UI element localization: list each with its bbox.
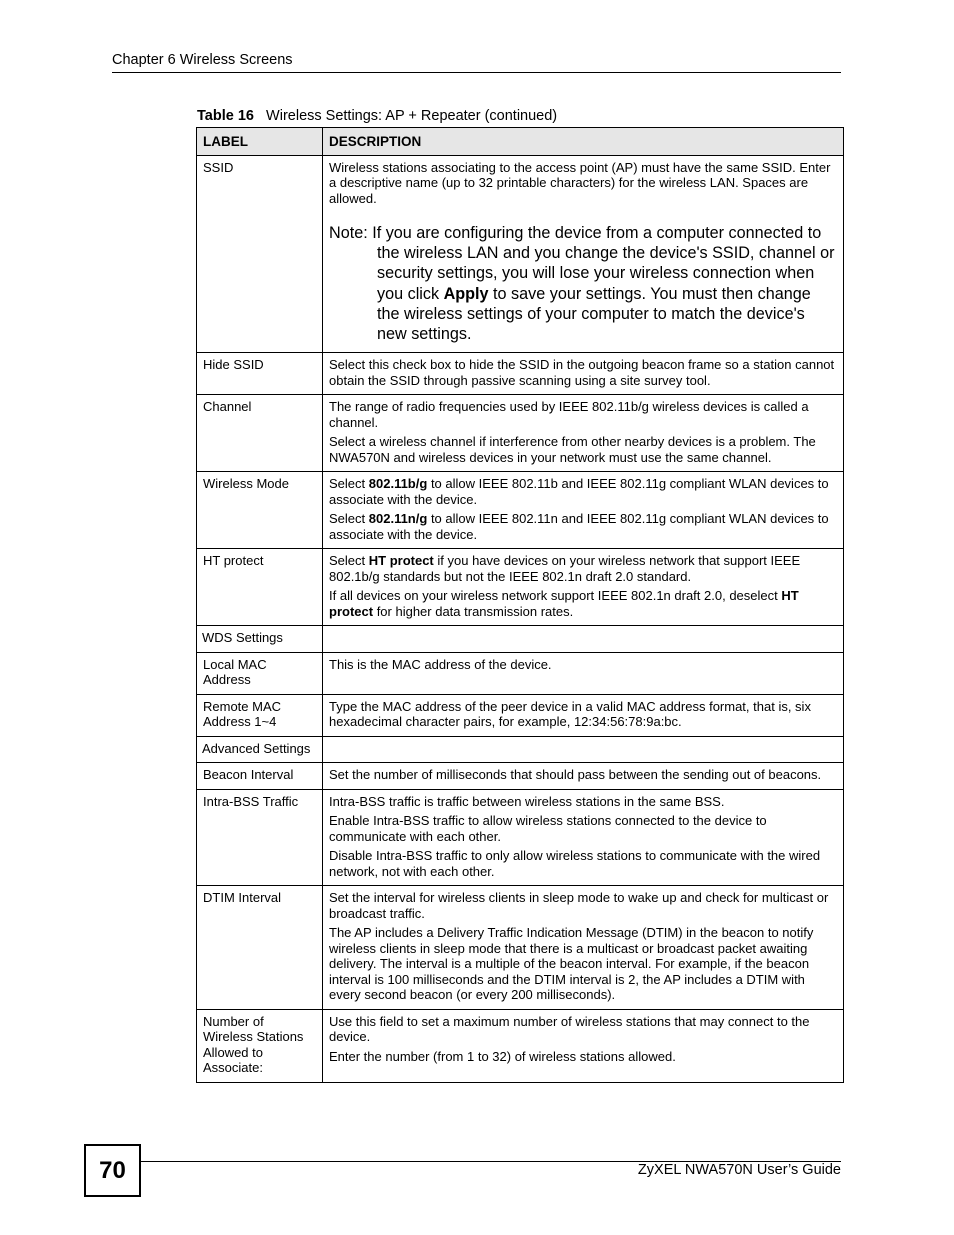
description-paragraph: Disable Intra-BSS traffic to only allow wireless stations to communicate with the wired network, not with each other. [329, 848, 821, 879]
row-description: Select this check box to hide the SSID in the outgoing beacon frame so a station cannot obtain the SSID through passive scanning using a site survey tool. [323, 353, 844, 395]
row-description-empty [323, 736, 844, 763]
table-caption-text: Wireless Settings: AP + Repeater (continued) [266, 108, 558, 124]
table-row-local-mac [197, 652, 844, 694]
row-label: HT protect [197, 549, 323, 626]
table-row-max-stations [197, 1009, 844, 1082]
description-paragraph: Use this field to set a maximum number of wireless stations that may connect to the device. [329, 1013, 810, 1045]
bold-term: 802.11b/g [368, 476, 428, 492]
table-row-wds-settings [197, 626, 844, 653]
table-row-dtim-interval [197, 886, 844, 1010]
row-label: Remote MAC Address 1~4 [197, 694, 323, 736]
note-prefix: Note: [329, 224, 368, 242]
row-label: Local MAC Address [197, 652, 323, 694]
description-paragraph: Select a wireless channel if interference from other nearby devices is a problem. The NWA570N and wireless devices in your network must use the same channel. [329, 434, 816, 465]
table-header-row [197, 128, 844, 156]
row-label: SSID [197, 155, 323, 353]
table-row-beacon-interval [197, 763, 844, 790]
table-row-ht-protect [197, 549, 844, 626]
row-label: Number of Wireless Stations Allowed to Associate: [197, 1009, 323, 1082]
table-row-ssid [197, 155, 844, 353]
row-description [323, 886, 844, 1010]
description-paragraph [329, 553, 837, 584]
row-description: This is the MAC address of the device. [323, 652, 844, 694]
row-description [323, 789, 844, 886]
column-header-description: DESCRIPTION [323, 128, 844, 156]
description-paragraph: Enter the number (from 1 to 32) of wireless stations allowed. [329, 1048, 676, 1064]
description-paragraph: The range of radio frequencies used by IEEE 802.11b/g wireless devices is called a channel. [329, 399, 809, 430]
description-paragraph: Intra-BSS traffic is traffic between wireless stations in the same BSS. [329, 793, 725, 809]
row-description: Type the MAC address of the peer device in a valid MAC address format, that is, six hexadecimal character pairs, for example, 12:34:56:78:9a:bc. [323, 694, 844, 736]
text-run: for higher data transmission rates. [376, 603, 574, 619]
row-label: Intra-BSS Traffic [197, 789, 323, 886]
text-run: if you have devices on your wireless network that support IEEE 802.1b/g standards but not the IEEE 802.1n draft 2.0 standard. [329, 553, 801, 584]
table-row-hide-ssid [197, 353, 844, 395]
section-label: WDS Settings [197, 626, 323, 653]
description-paragraph [329, 511, 837, 542]
text-run: to allow IEEE 802.11b and IEEE 802.11g compliant WLAN devices to associate with the device. [329, 476, 829, 507]
row-description [323, 549, 844, 626]
chapter-header: Chapter 6 Wireless Screens [112, 52, 293, 68]
section-label: Advanced Settings [197, 736, 323, 763]
text-run: Select [329, 553, 366, 569]
table-caption-label: Table 16 [197, 108, 254, 124]
wireless-settings-table [196, 127, 844, 1083]
bold-term: HT protect [329, 588, 799, 619]
text-run: If all devices on your wireless network support IEEE 802.1n draft 2.0, deselect [329, 588, 778, 604]
row-description: Set the number of milliseconds that should pass between the sending out of beacons. [323, 763, 844, 790]
table-row-advanced-settings [197, 736, 844, 763]
note-text-end: to save your settings. You must then change the wireless settings of your computer to match the device's new settings. [377, 284, 811, 344]
table-row-intra-bss [197, 789, 844, 886]
page-number: 70 [84, 1144, 141, 1197]
row-description [323, 1009, 844, 1082]
bold-term: 802.11n/g [368, 511, 428, 527]
bold-term: HT protect [368, 553, 434, 569]
note-block [329, 223, 837, 344]
row-label: DTIM Interval [197, 886, 323, 1010]
row-label: Beacon Interval [197, 763, 323, 790]
note-text: If you are configuring the device from a computer connected to the wireless LAN and you change the device's SSID, channel or security settings, you will lose your wireless connection when you click [372, 224, 835, 303]
text-run: Select [329, 511, 366, 527]
table-caption [197, 108, 557, 124]
row-description [323, 395, 844, 472]
description-paragraph: Set the interval for wireless clients in sleep mode to wake up and check for multicast or broadcast traffic. [329, 890, 829, 921]
text-run: to allow IEEE 802.11n and IEEE 802.11g compliant WLAN devices to associate with the device. [329, 511, 829, 542]
row-description [323, 155, 844, 353]
description-paragraph: The AP includes a Delivery Traffic Indication Message (DTIM) in the beacon to notify wireless clients in sleep mode that there is a multicast or broadcast packet awaiting delivery. The interval is a multiple of the beacon interval. For example, if the beacon interval is 100 milliseconds and the DTIM interval is 2, the AP includes a DTIM with every second beacon (or every 200 milliseconds). [329, 925, 814, 1003]
table-row-remote-mac [197, 694, 844, 736]
description-paragraph [329, 476, 837, 507]
table-row-wireless-mode [197, 472, 844, 549]
row-label: Hide SSID [197, 353, 323, 395]
description-text: Wireless stations associating to the access point (AP) must have the same SSID. Enter a descriptive name (up to 32 printable characters) for the wireless LAN. Spaces are allowed. [329, 159, 831, 206]
column-header-label: LABEL [197, 128, 323, 156]
description-paragraph [329, 588, 837, 619]
row-label: Wireless Mode [197, 472, 323, 549]
note-apply-bold: Apply [443, 284, 489, 303]
table-row-channel [197, 395, 844, 472]
description-paragraph: Enable Intra-BSS traffic to allow wireless stations connected to the device to communicate with each other. [329, 813, 767, 844]
text-run: Select [329, 476, 366, 492]
header-rule [112, 72, 841, 73]
row-description-empty [323, 626, 844, 653]
row-label: Channel [197, 395, 323, 472]
guide-title: ZyXEL NWA570N User’s Guide [637, 1162, 841, 1178]
row-description [323, 472, 844, 549]
